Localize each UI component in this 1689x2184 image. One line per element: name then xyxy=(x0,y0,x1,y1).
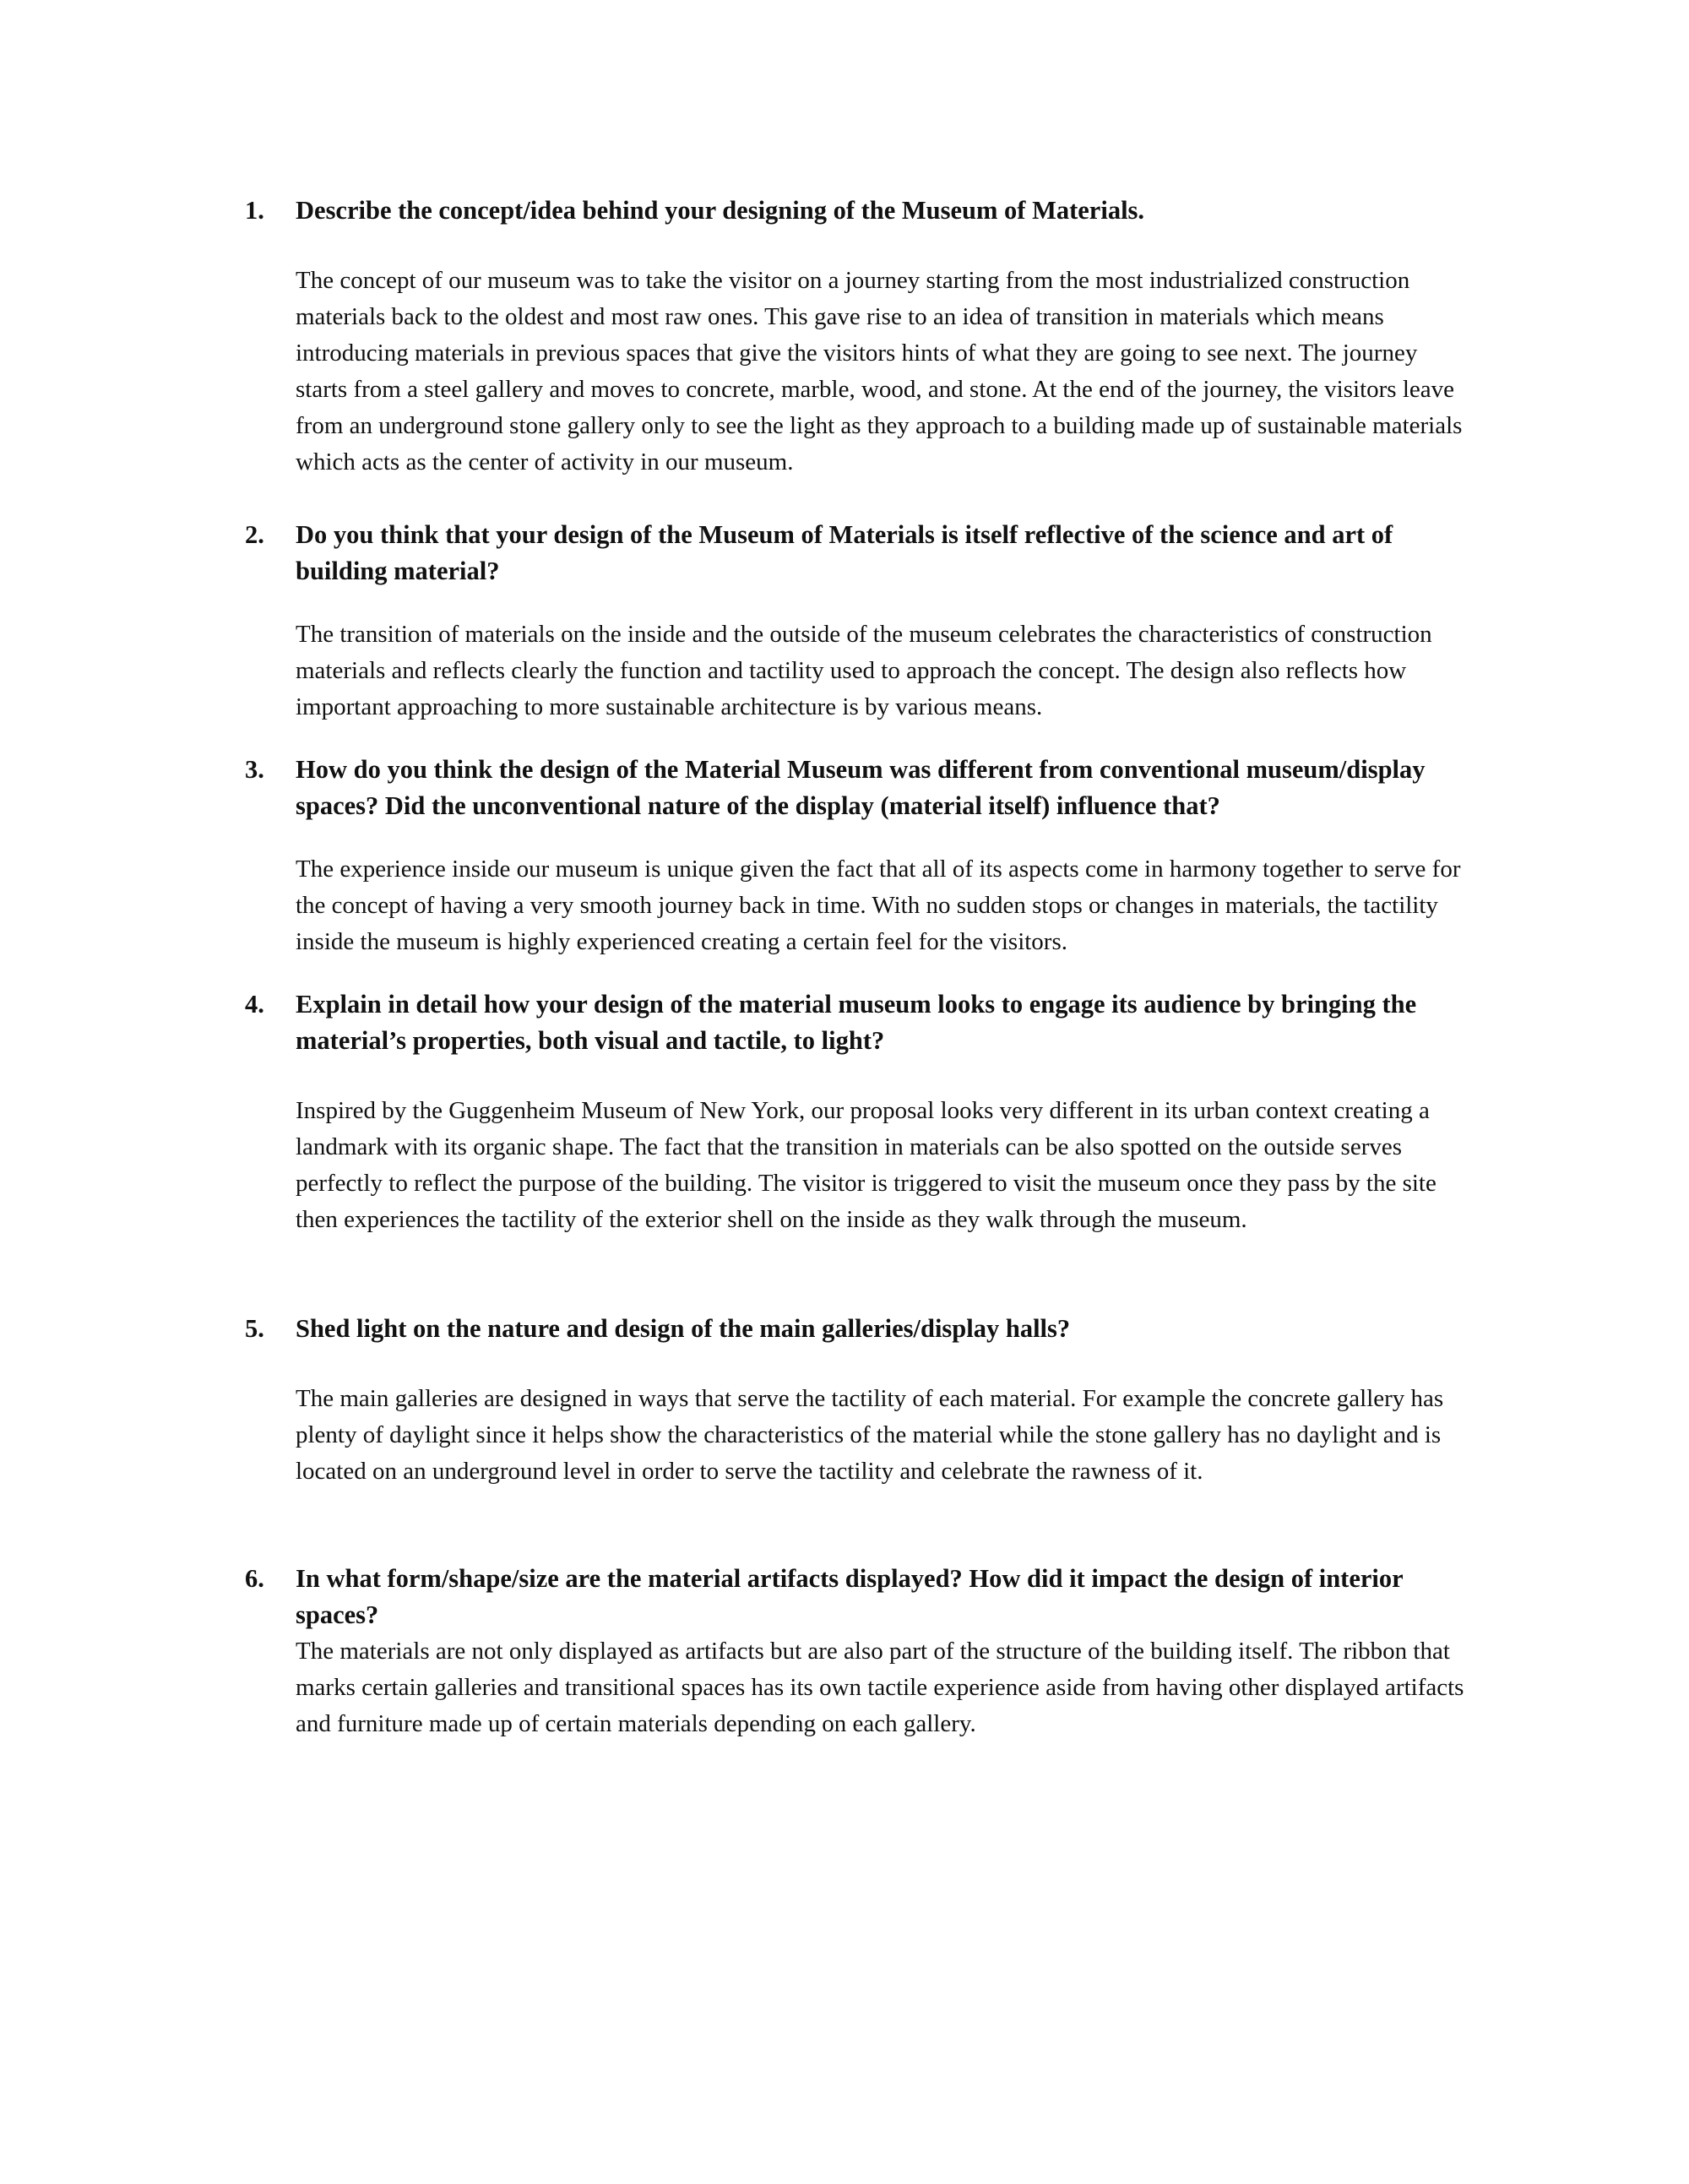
question-2 xyxy=(245,517,1469,589)
answer-4: Inspired by the Guggenheim Museum of New York, our proposal looks very different in its urban context creating a landmark with its organic shape. The fact that the transition in materials can be also spotted on the outside serves perfectly to reflect the purpose of the building. The visitor is triggered to visit the museum once they pass by the site then experiences the tactility of the exterior shell on the inside as they walk through the museum. xyxy=(296,1097,1436,1233)
qa-item-4 xyxy=(245,986,1469,1238)
answer-6: The materials are not only displayed as artifacts but are also part of the structure of the building itself. The ribbon that marks certain galleries and transitional spaces has its own tactile experience aside from having other displayed artifacts and furniture made up of certain materials depending on each gallery. xyxy=(296,1638,1464,1737)
question-text: Do you think that your design of the Museum of Materials is itself reflective of the science and art of building material? xyxy=(296,520,1393,585)
question-text: How do you think the design of the Material Museum was different from conventional museum/display spaces? Did the unconventional nature of the display (material itself) influence that? xyxy=(296,755,1426,820)
answer-3: The experience inside our museum is unique given the fact that all of its aspects come in harmony together to serve for the concept of having a very smooth journey back in time. With no sudden stops or changes in materials, the tactility inside the museum is highly experienced creating a certain feel for the visitors. xyxy=(296,856,1461,955)
question-text: Describe the concept/idea behind your designing of the Museum of Materials. xyxy=(296,196,1145,225)
question-number: 5. xyxy=(245,1314,264,1343)
question-text: Explain in detail how your design of the material museum looks to engage its audience by bringing the material’s properties, both visual and tactile, to light? xyxy=(296,990,1417,1055)
answer-1: The concept of our museum was to take the visitor on a journey starting from the most industrialized construction materials back to the oldest and most raw ones. This gave rise to an idea of transition in materials which means introducing materials in previous spaces that give the visitors hints of what they are going to see next. The journey starts from a steel gallery and moves to concrete, marble, wood, and stone. At the end of the journey, the visitors leave from an underground stone gallery only to see the light as they approach to a building made up of sustainable materials which acts as the center of activity in our museum. xyxy=(296,267,1463,475)
qa-item-6 xyxy=(245,1561,1469,1742)
qa-item-1 xyxy=(245,193,1469,481)
question-3 xyxy=(245,752,1469,824)
question-6 xyxy=(245,1561,1469,1633)
question-number: 6. xyxy=(245,1564,264,1593)
qa-item-5 xyxy=(245,1311,1469,1490)
question-1 xyxy=(245,193,1469,229)
question-text: In what form/shape/size are the material artifacts displayed? How did it impact the design of interior spaces? xyxy=(296,1564,1404,1629)
question-number: 4. xyxy=(245,990,264,1019)
question-4 xyxy=(245,986,1469,1059)
question-number: 1. xyxy=(245,196,264,225)
answer-5: The main galleries are designed in ways that serve the tactility of each material. For example the concrete gallery has plenty of daylight since it helps show the characteristics of the material while the stone gallery has no daylight and is located on an underground level in order to serve the tactility and celebrate the rawness of it. xyxy=(296,1385,1444,1485)
question-number: 2. xyxy=(245,520,264,549)
question-text: Shed light on the nature and design of the main galleries/display halls? xyxy=(296,1314,1071,1343)
answer-2: The transition of materials on the inside and the outside of the museum celebrates the characteristics of construction materials and reflects clearly the function and tactility used to approach the concept. The design also reflects how important approaching to more sustainable architecture is by various means. xyxy=(296,621,1432,720)
question-number: 3. xyxy=(245,755,264,784)
qa-item-3 xyxy=(245,752,1469,960)
question-5 xyxy=(245,1311,1469,1347)
qa-item-2 xyxy=(245,517,1469,725)
